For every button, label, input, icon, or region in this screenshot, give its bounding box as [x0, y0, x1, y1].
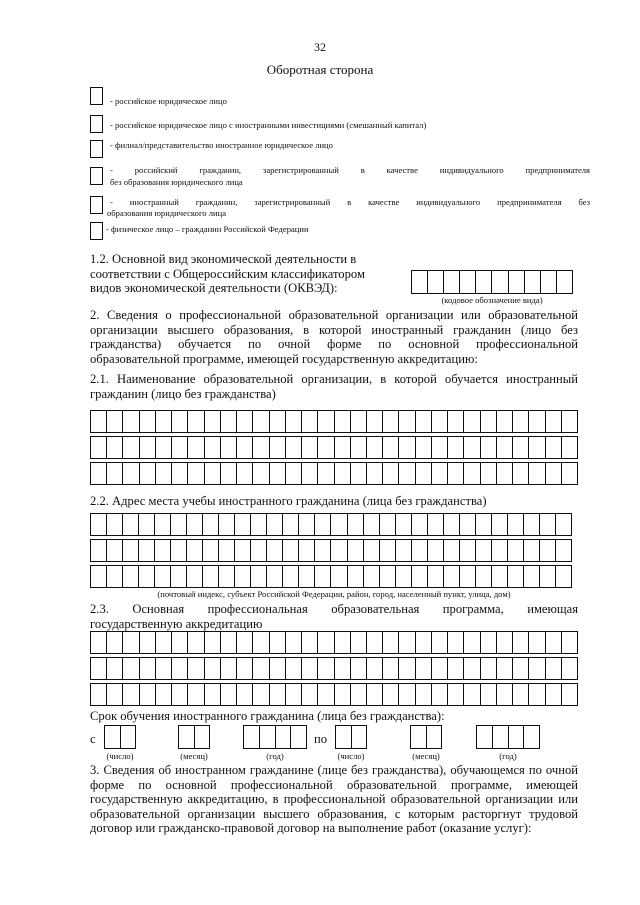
from-label: с [90, 732, 96, 746]
okved-label [90, 252, 400, 296]
address-row-3[interactable] [90, 565, 572, 588]
section-2-line: 2. Сведения о профессиональной образовательной организации или образовательной [90, 308, 578, 322]
program-row-1[interactable] [90, 631, 578, 654]
from-month-caption: (месяц) [180, 751, 208, 761]
org-name-row-1[interactable] [90, 410, 578, 433]
section-2-3-line: государственную аккредитацию [90, 616, 263, 631]
checkbox-label: - российский гражданин, зарегистрированный в качестве индивидуального предпринимателя [110, 165, 590, 175]
section-3 [90, 763, 578, 836]
from-year-caption: (год) [266, 751, 284, 761]
to-day-cells[interactable] [335, 725, 367, 749]
to-label: по [314, 732, 328, 746]
okved-code-cells[interactable] [411, 270, 573, 294]
org-name-row-2[interactable] [90, 436, 578, 459]
checkbox-label: - физическое лицо – гражданин Российской Федерации [106, 224, 309, 234]
study-period-title: Срок обучения иностранного гражданина (лица без гражданства): [90, 709, 445, 723]
section-2-2-title: 2.2. Адрес места учебы иностранного гражданина (лица без гражданства) [90, 494, 487, 508]
section-3-line: образовательной организации высшего образования, с которым расторгнут трудовой [90, 806, 578, 821]
checkbox-label: без образования юридического лица [110, 177, 243, 187]
from-day-cells[interactable] [104, 725, 136, 749]
page-title: Оборотная сторона [266, 62, 374, 77]
section-3-line: форме по основной профессиональной образовательной программе, имеющей [90, 777, 578, 792]
program-row-3[interactable] [90, 683, 578, 706]
okved-caption: (кодовое обозначение вида) [441, 295, 543, 305]
org-name-row-3[interactable] [90, 462, 578, 485]
checkbox-individual-citizen[interactable] [90, 222, 103, 240]
section-3-line: государственную аккредитацию, в профессиональной образовательной организации или [90, 792, 578, 806]
section-2-3-line: 2.3. Основная профессиональная образовательная программа, имеющая [90, 602, 578, 616]
from-day-caption: (число) [106, 751, 134, 761]
to-year-caption: (год) [499, 751, 517, 761]
section-2-line: образовательной программе, имеющей государственную аккредитацию: [90, 351, 478, 366]
section-2-line: организации высшего образования, в которой иностранный гражданин (лицо без [90, 322, 578, 337]
okved-line: соответствии с Общероссийским классификатором [90, 266, 365, 281]
section-2-1-line: гражданин (лицо без гражданства) [90, 386, 276, 401]
checkbox-russian-legal-entity[interactable] [90, 87, 103, 105]
from-month-cells[interactable] [178, 725, 210, 749]
checkbox-russian-entrepreneur[interactable] [90, 167, 103, 185]
from-year-cells[interactable] [243, 725, 307, 749]
page-number: 32 [314, 40, 326, 54]
to-month-caption: (месяц) [412, 751, 440, 761]
to-day-caption: (число) [337, 751, 365, 761]
checkbox-mixed-capital[interactable] [90, 115, 103, 133]
checkbox-foreign-entrepreneur[interactable] [90, 196, 103, 214]
section-2-3 [90, 602, 578, 631]
checkbox-label: образования юридического лица [107, 208, 227, 218]
address-caption: (почтовый индекс, субъект Российской Федерации, район, город, населенный пункт, улица, дом) [157, 589, 511, 599]
section-2 [90, 308, 578, 366]
checkbox-label: - иностранный гражданин, зарегистрированный в качестве индивидуального предпринимателя без [110, 197, 590, 207]
section-3-line: договор или гражданско-правовой договор на выполнение работ (оказание услуг): [90, 821, 532, 835]
okved-line: 1.2. Основной вид экономической деятельности в [90, 252, 357, 266]
address-row-2[interactable] [90, 539, 572, 562]
address-row-1[interactable] [90, 513, 572, 536]
program-row-2[interactable] [90, 657, 578, 680]
checkbox-label: - филиал/представительство иностранное юридическое лицо [110, 140, 333, 150]
okved-line: видов экономической деятельности (ОКВЭД): [90, 281, 338, 295]
section-2-1 [90, 372, 578, 401]
checkbox-label: - российское юридическое лицо с иностранными инвестициями (смешанный капитал) [110, 120, 427, 130]
section-3-line: 3. Сведения об иностранном гражданине (лице без гражданства), обучающемся по очной [90, 763, 578, 777]
checkbox-label: - российское юридическое лицо [110, 96, 227, 106]
to-month-cells[interactable] [410, 725, 442, 749]
checkbox-branch[interactable] [90, 140, 103, 158]
section-2-line: гражданства) обучается по очной форме по основной профессиональной [90, 337, 578, 351]
to-year-cells[interactable] [476, 725, 540, 749]
section-2-1-line: 2.1. Наименование образовательной организации, в которой обучается иностранный [90, 372, 578, 386]
